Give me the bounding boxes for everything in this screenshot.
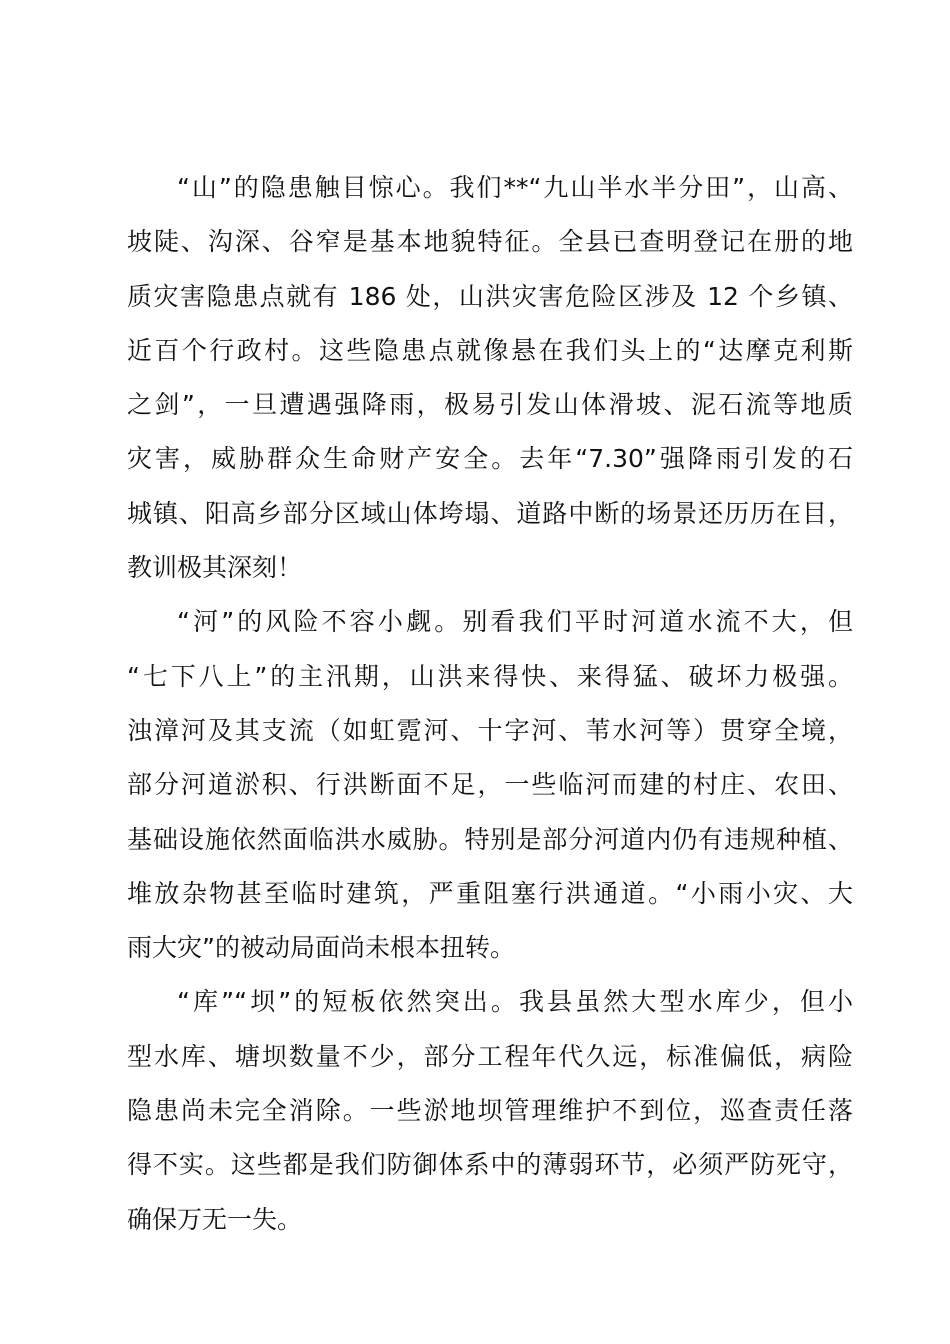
text-line: 隐患尚未完全消除。一些淤地坝管理维护不到位，巡查责任落 — [127, 1096, 853, 1126]
text-line: “河”的风险不容小觑。别看我们平时河道水流不大，但 — [177, 607, 853, 637]
text-line: “七下八上”的主汛期，山洪来得快、来得猛、破坏力极强。 — [127, 661, 853, 691]
paragraph-mountain-hazards — [127, 161, 853, 595]
text-line: 灾害，威胁群众生命财产安全。去年“7.30”强降雨引发的石 — [127, 444, 853, 474]
text-line: 基础设施依然面临洪水威胁。特别是部分河道内仍有违规种植、 — [127, 824, 853, 854]
text-line: “库”“坝”的短板依然突出。我县虽然大型水库少，但小 — [177, 987, 853, 1017]
paragraph-river-risks — [127, 595, 853, 975]
text-line: “山”的隐患触目惊心。我们**“九山半水半分田”，山高、 — [177, 173, 853, 202]
paragraph-reservoir-dam-weaknesses — [127, 975, 853, 1246]
text-line: 近百个行政村。这些隐患点就像悬在我们头上的“达摩克利斯 — [127, 335, 853, 365]
text-line: 质灾害隐患点就有 186 处，山洪灾害危险区涉及 12 个乡镇、 — [127, 281, 853, 311]
text-line: 得不实。这些都是我们防御体系中的薄弱环节，必须严防死守， — [127, 1150, 853, 1180]
text-line: 雨大灾”的被动局面尚未根本扭转。 — [127, 933, 515, 963]
text-line: 教训极其深刻！ — [127, 553, 303, 583]
text-line: 堆放杂物甚至临时建筑，严重阻塞行洪通道。“小雨小灾、大 — [127, 878, 853, 908]
text-line: 型水库、塘坝数量不少，部分工程年代久远，标准偏低，病险 — [127, 1041, 853, 1071]
text-line: 浊漳河及其支流（如虹霓河、十字河、苇水河等）贯穿全境， — [127, 715, 853, 745]
text-line: 之剑”，一旦遭遇强降雨，极易引发山体滑坡、泥石流等地质 — [127, 390, 853, 420]
text-line: 确保万无一失。 — [127, 1204, 303, 1234]
document-body — [127, 161, 853, 1247]
text-line: 城镇、阳高乡部分区域山体垮塌、道路中断的场景还历历在目， — [127, 498, 853, 528]
text-line: 部分河道淤积、行洪断面不足，一些临河而建的村庄、农田、 — [127, 770, 853, 800]
text-line: 坡陡、沟深、谷窄是基本地貌特征。全县已查明登记在册的地 — [127, 227, 853, 257]
